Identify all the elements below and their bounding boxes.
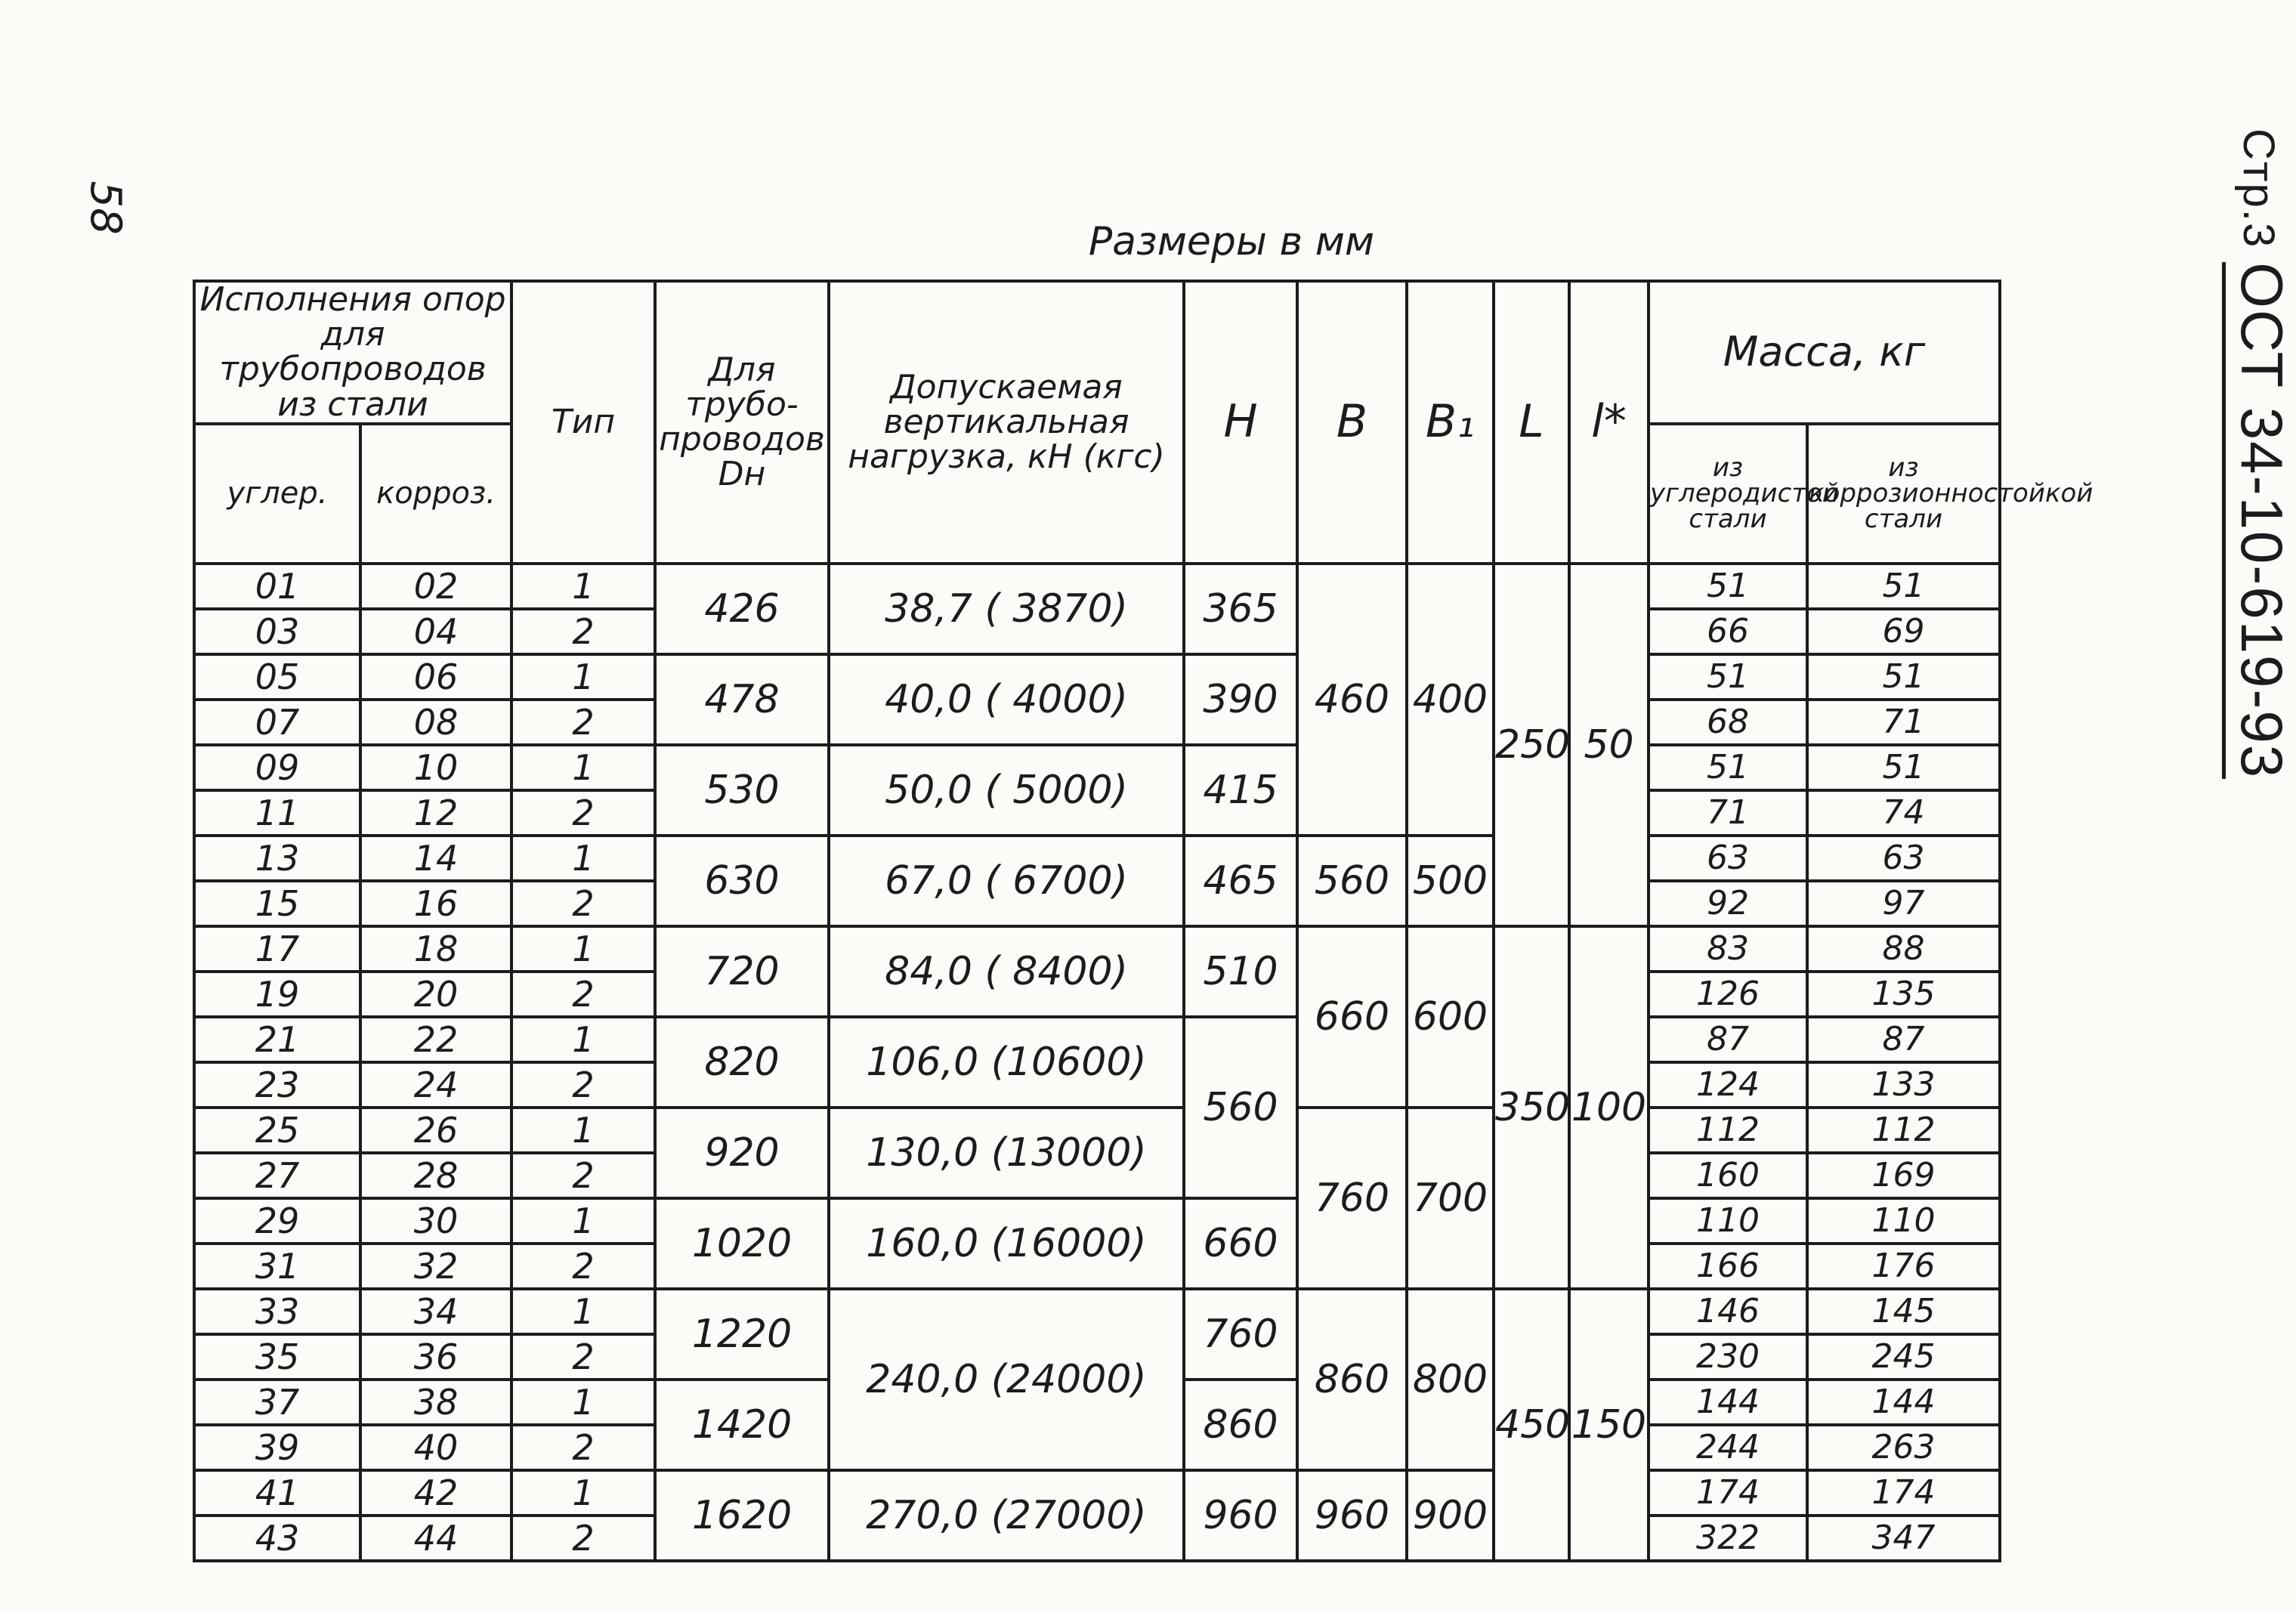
load-cell: 67,0 ( 6700) — [829, 836, 1184, 926]
corrosion-version-cell: 38 — [360, 1380, 511, 1425]
pipe-diameter-cell: 1020 — [655, 1198, 829, 1289]
corrosion-version-cell: 40 — [360, 1425, 511, 1470]
type-cell: 1 — [511, 745, 655, 790]
b1-cell: 400 — [1407, 564, 1494, 836]
corrosion-version-cell: 34 — [360, 1289, 511, 1334]
pipe-diameter-cell: 1220 — [655, 1289, 829, 1380]
corrosion-version-cell: 14 — [360, 836, 511, 881]
h-cell: 510 — [1184, 926, 1297, 1017]
carbon-version-cell: 21 — [194, 1017, 360, 1062]
mass-corrosion-cell: 347 — [1807, 1516, 2000, 1561]
b-cell: 860 — [1297, 1289, 1407, 1470]
load-cell: 270,0 (27000) — [829, 1470, 1184, 1561]
carbon-version-cell: 25 — [194, 1108, 360, 1153]
b1-cell: 500 — [1407, 836, 1494, 926]
mass-carbon-cell: 230 — [1649, 1334, 1807, 1380]
carbon-version-cell: 07 — [194, 700, 360, 745]
h-cell: 390 — [1184, 654, 1297, 745]
mass-carbon-cell: 166 — [1649, 1244, 1807, 1289]
mass-carbon-cell: 68 — [1649, 700, 1807, 745]
corrosion-version-cell: 26 — [360, 1108, 511, 1153]
corrosion-version-cell: 12 — [360, 790, 511, 836]
mass-carbon-cell: 322 — [1649, 1516, 1807, 1561]
mass-corrosion-cell: 169 — [1807, 1153, 2000, 1198]
corrosion-version-cell: 22 — [360, 1017, 511, 1062]
type-cell: 2 — [511, 1425, 655, 1470]
type-cell: 1 — [511, 1470, 655, 1516]
carbon-version-cell: 19 — [194, 972, 360, 1017]
units-caption: Размеры в мм — [1088, 219, 1375, 264]
type-cell: 1 — [511, 1198, 655, 1244]
carbon-version-cell: 03 — [194, 609, 360, 654]
spec-table — [193, 280, 2094, 1562]
mass-corrosion-cell: 97 — [1807, 881, 2000, 926]
type-cell: 2 — [511, 1244, 655, 1289]
mass-carbon-cell: 144 — [1649, 1380, 1807, 1425]
h-cell: 860 — [1184, 1380, 1297, 1470]
b1-cell: 900 — [1407, 1470, 1494, 1561]
table-row — [194, 1198, 2000, 1244]
carbon-version-cell: 35 — [194, 1334, 360, 1380]
b-cell: 760 — [1297, 1108, 1407, 1289]
load-cell: 106,0 (10600) — [829, 1017, 1184, 1108]
mass-corrosion-cell: 144 — [1807, 1380, 2000, 1425]
type-cell: 1 — [511, 654, 655, 700]
table-row — [194, 1017, 2000, 1062]
mass-corrosion-cell: 63 — [1807, 836, 2000, 881]
l-cell: 350 — [1494, 926, 1569, 1289]
table-row — [194, 1289, 2000, 1334]
h-cell: 760 — [1184, 1289, 1297, 1380]
corrosion-version-cell: 16 — [360, 881, 511, 926]
type-cell: 2 — [511, 790, 655, 836]
mass-corrosion-cell: 87 — [1807, 1017, 2000, 1062]
type-cell: 1 — [511, 926, 655, 972]
l-star-cell: 50 — [1569, 564, 1649, 926]
type-cell: 2 — [511, 609, 655, 654]
l-star-cell: 150 — [1569, 1289, 1649, 1561]
page-number: 58 — [81, 181, 131, 235]
type-cell: 2 — [511, 1153, 655, 1198]
type-cell: 2 — [511, 1334, 655, 1380]
mass-carbon-cell: 66 — [1649, 609, 1807, 654]
carbon-version-cell: 15 — [194, 881, 360, 926]
mass-carbon-cell: 63 — [1649, 836, 1807, 881]
type-cell: 2 — [511, 700, 655, 745]
corrosion-version-cell: 36 — [360, 1334, 511, 1380]
mass-corrosion-cell: 145 — [1807, 1289, 2000, 1334]
corrosion-version-cell: 24 — [360, 1062, 511, 1108]
load-cell: 240,0 (24000) — [829, 1289, 1184, 1470]
mass-corrosion-cell: 110 — [1807, 1198, 2000, 1244]
mass-corrosion-cell: 51 — [1807, 564, 2000, 609]
h-cell: 465 — [1184, 836, 1297, 926]
l-header: L — [1494, 281, 1569, 564]
mass-corrosion-cell: 51 — [1807, 654, 2000, 700]
type-cell: 1 — [511, 1108, 655, 1153]
mass-corrosion-cell: 51 — [1807, 745, 2000, 790]
pipe-diameter-cell: 820 — [655, 1017, 829, 1108]
mass-carbon-cell: 51 — [1649, 654, 1807, 700]
corrosion-version-cell: 08 — [360, 700, 511, 745]
h-cell: 660 — [1184, 1198, 1297, 1289]
carbon-version-cell: 23 — [194, 1062, 360, 1108]
corrosion-header: корроз. — [360, 424, 511, 564]
mass-carbon-cell: 92 — [1649, 881, 1807, 926]
mass-corrosion-cell: 88 — [1807, 926, 2000, 972]
b-cell: 960 — [1297, 1470, 1407, 1561]
load-cell: 38,7 ( 3870) — [829, 564, 1184, 654]
l-cell: 450 — [1494, 1289, 1569, 1561]
carbon-version-cell: 05 — [194, 654, 360, 700]
type-cell: 1 — [511, 1380, 655, 1425]
b1-cell: 700 — [1407, 1108, 1494, 1289]
mass-carbon-cell: 71 — [1649, 790, 1807, 836]
corrosion-version-cell: 18 — [360, 926, 511, 972]
mass-corrosion-cell: 74 — [1807, 790, 2000, 836]
b1-header: B₁ — [1407, 281, 1494, 564]
table-row — [194, 1470, 2000, 1516]
carbon-version-cell: 37 — [194, 1380, 360, 1425]
mass-corrosion-cell: 69 — [1807, 609, 2000, 654]
document-code-stamp — [2225, 128, 2293, 959]
document-code: ОСТ 34-10-619-93 — [2222, 262, 2296, 779]
pipe-diameter-cell: 720 — [655, 926, 829, 1017]
h-cell: 415 — [1184, 745, 1297, 836]
mass-carbon-cell: 51 — [1649, 564, 1807, 609]
mass-carbon-cell: 112 — [1649, 1108, 1807, 1153]
type-cell: 1 — [511, 836, 655, 881]
h-header: H — [1184, 281, 1297, 564]
load-cell: 50,0 ( 5000) — [829, 745, 1184, 836]
table-row — [194, 836, 2000, 881]
mass-carbon-cell: 244 — [1649, 1425, 1807, 1470]
h-cell: 365 — [1184, 564, 1297, 654]
mass-carbon-cell: 124 — [1649, 1062, 1807, 1108]
type-cell: 1 — [511, 564, 655, 609]
pipe-diameter-cell: 426 — [655, 564, 829, 654]
h-cell: 560 — [1184, 1017, 1297, 1198]
b-cell: 560 — [1297, 836, 1407, 926]
carbon-version-cell: 17 — [194, 926, 360, 972]
l-cell: 250 — [1494, 564, 1569, 926]
carbon-version-cell: 31 — [194, 1244, 360, 1289]
table-row — [194, 564, 2000, 609]
mass-corrosion-cell: 174 — [1807, 1470, 2000, 1516]
mass-corrosion-cell: 135 — [1807, 972, 2000, 1017]
corrosion-version-cell: 44 — [360, 1516, 511, 1561]
mass-corrosion-cell: 71 — [1807, 700, 2000, 745]
carbon-version-cell: 27 — [194, 1153, 360, 1198]
mass-corrosion-cell: 133 — [1807, 1062, 2000, 1108]
type-cell: 1 — [511, 1017, 655, 1062]
carbon-version-cell: 13 — [194, 836, 360, 881]
b1-cell: 600 — [1407, 926, 1494, 1108]
l-star-cell: 100 — [1569, 926, 1649, 1289]
pipe-diameter-cell: 630 — [655, 836, 829, 926]
b-cell: 460 — [1297, 564, 1407, 836]
type-cell: 2 — [511, 881, 655, 926]
table-row — [194, 926, 2000, 972]
table-row — [194, 654, 2000, 700]
mass-corrosion-header: из коррозионностойкой стали — [1807, 424, 2000, 564]
carbon-version-cell: 41 — [194, 1470, 360, 1516]
b-cell: 660 — [1297, 926, 1407, 1108]
corrosion-version-cell: 42 — [360, 1470, 511, 1516]
mass-header: Масса, кг — [1649, 281, 2000, 424]
mass-carbon-cell: 83 — [1649, 926, 1807, 972]
type-cell: 2 — [511, 972, 655, 1017]
corrosion-version-cell: 06 — [360, 654, 511, 700]
corrosion-version-cell: 04 — [360, 609, 511, 654]
load-cell: 84,0 ( 8400) — [829, 926, 1184, 1017]
b-header: B — [1297, 281, 1407, 564]
carbon-version-cell: 29 — [194, 1198, 360, 1244]
load-header: Допускаемая вертикальная нагрузка, кН (кгс) — [829, 281, 1184, 564]
corrosion-version-cell: 20 — [360, 972, 511, 1017]
mass-corrosion-cell: 245 — [1807, 1334, 2000, 1380]
corrosion-version-cell: 28 — [360, 1153, 511, 1198]
sheet-label: Стр.3 — [2234, 128, 2284, 249]
corrosion-version-cell: 30 — [360, 1198, 511, 1244]
type-cell: 2 — [511, 1516, 655, 1561]
load-cell: 160,0 (16000) — [829, 1198, 1184, 1289]
type-cell: 1 — [511, 1289, 655, 1334]
carbon-header: углер. — [194, 424, 360, 564]
mass-corrosion-cell: 176 — [1807, 1244, 2000, 1289]
type-header: Тип — [511, 281, 655, 564]
carbon-version-cell: 11 — [194, 790, 360, 836]
corrosion-version-cell: 32 — [360, 1244, 511, 1289]
mass-carbon-cell: 126 — [1649, 972, 1807, 1017]
corrosion-version-cell: 02 — [360, 564, 511, 609]
load-cell: 130,0 (13000) — [829, 1108, 1184, 1198]
pipe-diameter-cell: 920 — [655, 1108, 829, 1198]
type-cell: 2 — [511, 1062, 655, 1108]
mass-corrosion-cell: 263 — [1807, 1425, 2000, 1470]
corrosion-version-cell: 10 — [360, 745, 511, 790]
mass-carbon-cell: 110 — [1649, 1198, 1807, 1244]
table-row — [194, 1108, 2000, 1153]
l-star-header: l* — [1569, 281, 1649, 564]
pipe-diameter-cell: 1620 — [655, 1470, 829, 1561]
carbon-version-cell: 39 — [194, 1425, 360, 1470]
mass-carbon-cell: 51 — [1649, 745, 1807, 790]
carbon-version-cell: 01 — [194, 564, 360, 609]
table-row — [194, 745, 2000, 790]
mass-carbon-header: из углеродистой стали — [1649, 424, 1807, 564]
mass-corrosion-cell: 112 — [1807, 1108, 2000, 1153]
mass-carbon-cell: 160 — [1649, 1153, 1807, 1198]
b1-cell: 800 — [1407, 1289, 1494, 1470]
carbon-version-cell: 09 — [194, 745, 360, 790]
load-cell: 40,0 ( 4000) — [829, 654, 1184, 745]
carbon-version-cell: 33 — [194, 1289, 360, 1334]
versions-header: Исполнения опор для трубопроводов из стали — [194, 281, 511, 424]
pipe-diameter-header: Для трубо-проводов Dн — [655, 281, 829, 564]
h-cell: 960 — [1184, 1470, 1297, 1561]
carbon-version-cell: 43 — [194, 1516, 360, 1561]
pipe-diameter-cell: 478 — [655, 654, 829, 745]
pipe-diameter-cell: 530 — [655, 745, 829, 836]
mass-carbon-cell: 146 — [1649, 1289, 1807, 1334]
mass-carbon-cell: 174 — [1649, 1470, 1807, 1516]
pipe-diameter-cell: 1420 — [655, 1380, 829, 1470]
mass-carbon-cell: 87 — [1649, 1017, 1807, 1062]
